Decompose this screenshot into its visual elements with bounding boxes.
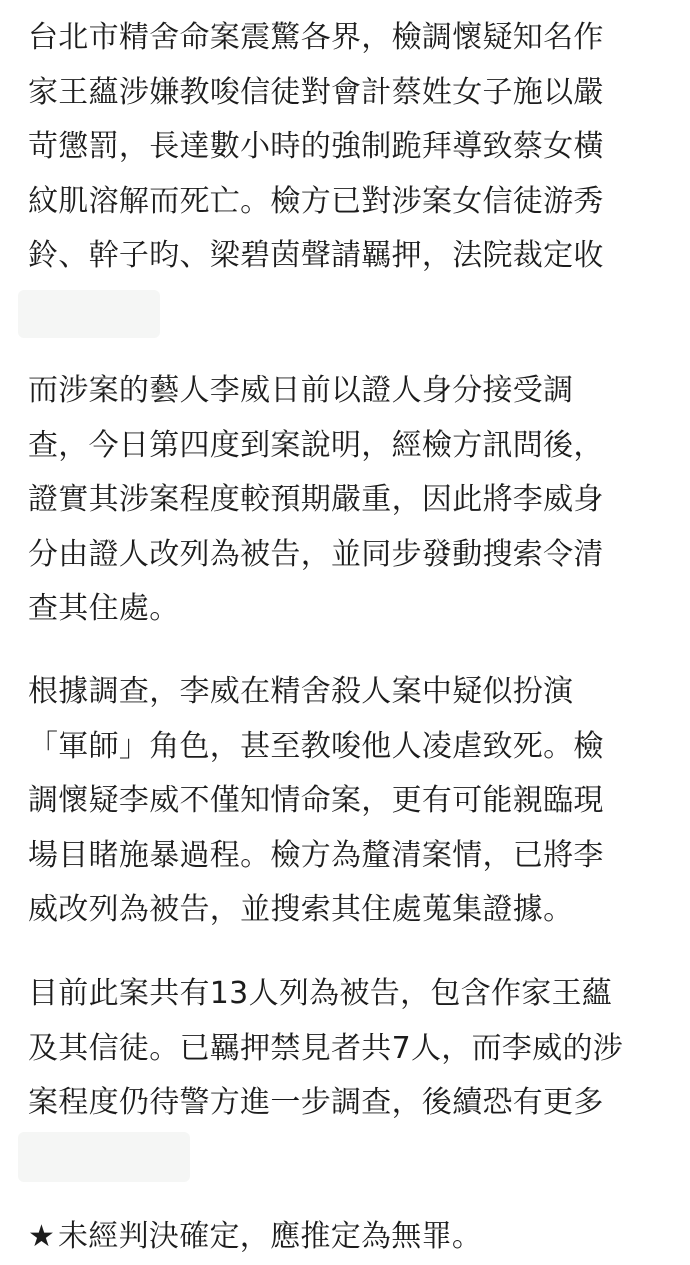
paragraph-line: 查，今日第四度到案說明，經檢方訊問後， (28, 427, 604, 463)
paragraph-4 (28, 967, 678, 1131)
paragraph-2 (28, 364, 678, 637)
legal-notice (28, 1210, 678, 1265)
paragraph-line: 根據調查，李威在精舍殺人案中疑似扮演 (28, 674, 574, 709)
paragraph-line: 場目睹施暴過程。檢方為釐清案情，已將李 (28, 837, 604, 873)
paragraph-line: 台北市精舍命案震驚各界，檢調懷疑知名作 (28, 20, 604, 55)
paragraph-line: 紋肌溶解而死亡。檢方已對涉案女信徒游秀 (28, 183, 604, 219)
paragraph-1 (28, 11, 678, 284)
legal-notice-text: 未經判決確定，應推定為無罪。 (58, 1219, 483, 1254)
paragraph-3 (28, 665, 678, 938)
star-icon: ★ (28, 1219, 56, 1254)
paragraph-line: 及其信徒。已羈押禁見者共7人，而李威的涉 (28, 1030, 624, 1066)
paragraph-line: 鈴、幹子昀、梁碧茵聲請羈押，法院裁定收 (28, 238, 604, 273)
legal-notice-line (28, 1210, 678, 1265)
paragraph-line: 而涉案的藝人李威日前以證人身分接受調 (28, 373, 574, 408)
paragraph-line: 調懷疑李威不僅知情命案，更有可能親臨現 (28, 783, 604, 818)
paragraph-line: 分由證人改列為被告，並同步發動搜索令清 (28, 536, 604, 572)
paragraph-line: 「軍師」角色，甚至教唆他人凌虐致死。檢 (28, 728, 604, 764)
paragraph-line: 案程度仍待警方進一步調查，後續恐有更多 (28, 1085, 604, 1120)
paragraph-line: 證實其涉案程度較預期嚴重，因此將李威身 (28, 482, 604, 517)
paragraph-line: 苛懲罰，長達數小時的強制跪拜導致蔡女橫 (28, 129, 604, 164)
paragraph-line: 威改列為被告，並搜索其住處蒐集證據。 (28, 892, 574, 927)
paragraph-line: 目前此案共有13人列為被告，包含作家王蘊 (28, 976, 613, 1011)
paragraph-line: 家王蘊涉嫌教唆信徒對會計蔡姓女子施以嚴 (28, 74, 604, 110)
paragraph-line: 查其住處。 (28, 591, 180, 626)
obscured-text-strip (18, 1132, 190, 1182)
obscured-text-strip (18, 290, 160, 338)
